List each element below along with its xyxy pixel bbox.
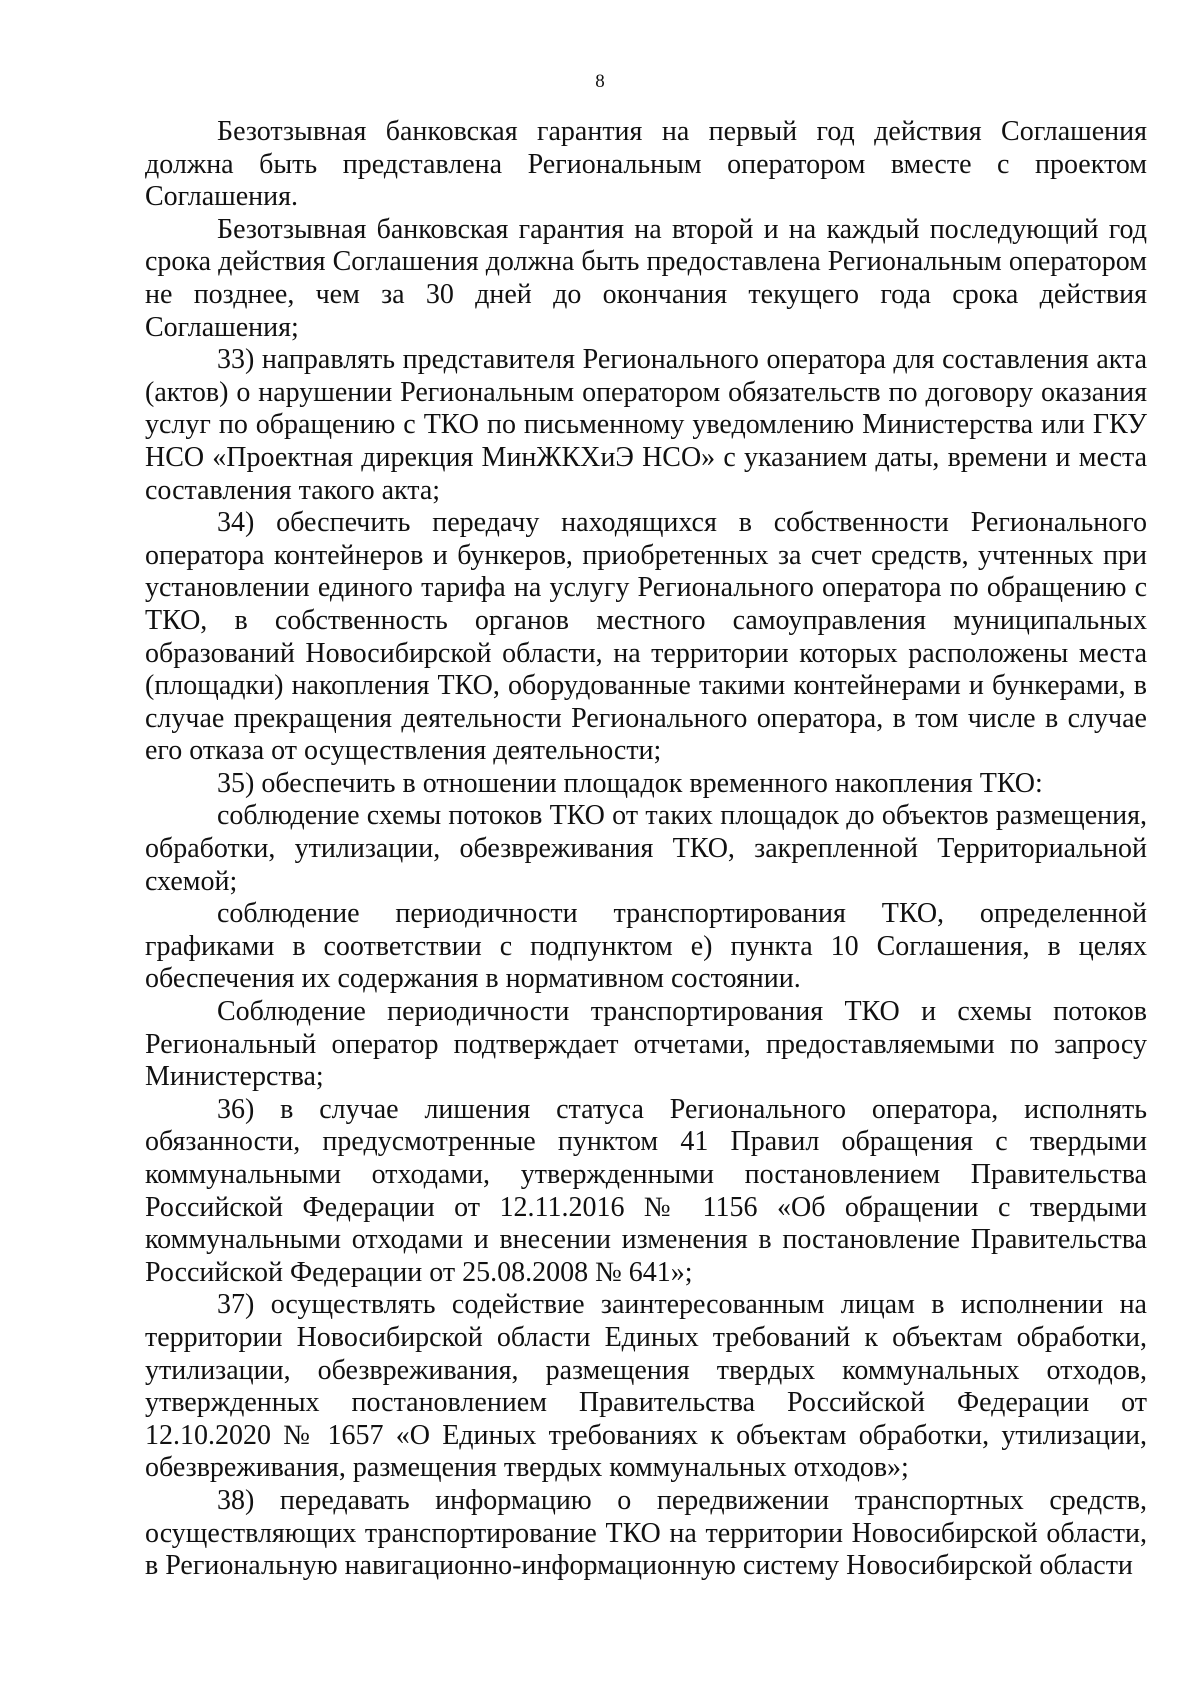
paragraph-item-35-reports: Соблюдение периодичности транспортирования ТКО и схемы потоков Региональный оператор подтверждает отчетами, предоставляемыми по запросу Министерства;	[145, 996, 1147, 1093]
paragraph-item-35-flow-scheme: соблюдение схемы потоков ТКО от таких площадок до объектов размещения, обработки, утилизации, обезвреживания ТКО, закрепленной Территориальной схемой;	[145, 800, 1147, 897]
paragraph-item-36: 36) в случае лишения статуса Регионального оператора, исполнять обязанности, предусмотренные пунктом 41 Правил обращения с твердыми коммунальными отходами, утвержденными постановлением Правительства Российской Федерации от 12.11.2016 № 1156 «Об обращении с твердыми коммунальными отходами и внесении изменения в постановление Правительства Российской Федерации от 25.08.2008 № 641»;	[145, 1093, 1147, 1288]
paragraph-item-35-periodicity: соблюдение периодичности транспортирования ТКО, определенной графиками в соответствии с подпунктом е) пункта 10 Соглашения, в целях обеспечения их содержания в нормативном состоянии.	[145, 898, 1147, 995]
paragraph-item-34: 34) обеспечить передачу находящихся в собственности Регионального оператора контейнеров и бункеров, приобретенных за счет средств, учтенных при установлении единого тарифа на услугу Регионального оператора по обращению с ТКО, в собственность органов местного самоуправления муниципальных образований Новосибирской области, на территории которых расположены места (площадки) накопления ТКО, оборудованные такими контейнерами и бункерами, в случае прекращения деятельности Регионального оператора, в том числе в случае его отказа от осуществления деятельности;	[145, 507, 1147, 767]
paragraph-guarantee-following-years: Безотзывная банковская гарантия на второй и на каждый последующий год срока действия Соглашения должна быть предоставлена Региональным оператором не позднее, чем за 30 дней до окончания текущего года срока действия Соглашения;	[145, 213, 1147, 343]
paragraph-item-38: 38) передавать информацию о передвижении транспортных средств, осуществляющих транспортирование ТКО на территории Новосибирской области, в Региональную навигационно-информационную систему Новосибирской области	[145, 1484, 1147, 1582]
paragraph-item-37: 37) осуществлять содействие заинтересованным лицам в исполнении на территории Новосибирской области Единых требований к объектам обработки, утилизации, обезвреживания, размещения твердых коммунальных отходов, утвержденных постановлением Правительства Российской Федерации от 12.10.2020 № 1657 «О Единых требованиях к объектам обработки, утилизации, обезвреживания, размещения твердых коммунальных отходов»;	[145, 1289, 1147, 1484]
document-body	[145, 116, 1147, 1583]
paragraph-item-33: 33) направлять представителя Регионального оператора для составления акта (актов) о нарушении Региональным оператором обязательств по договору оказания услуг по обращению с ТКО по письменному уведомлению Министерства или ГКУ НСО «Проектная дирекция МинЖКХиЭ НСО» с указанием даты, времени и места составления такого акта;	[145, 344, 1147, 506]
paragraph-item-35: 35) обеспечить в отношении площадок временного накопления ТКО:	[217, 767, 1043, 799]
paragraph-guarantee-first-year: Безотзывная банковская гарантия на первый год действия Соглашения должна быть представлена Региональным оператором вместе с проектом Соглашения.	[145, 116, 1147, 213]
page-number: 8	[595, 71, 605, 92]
